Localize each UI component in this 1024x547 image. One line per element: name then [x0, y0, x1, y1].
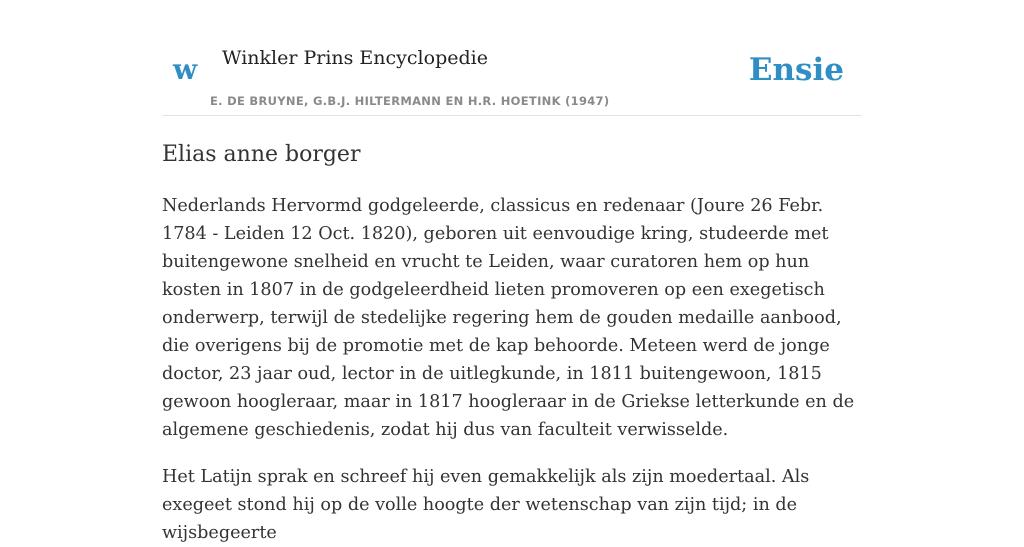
publication-logo[interactable]: w [173, 53, 198, 86]
publication-title-link[interactable]: Winkler Prins Encyclopedie [222, 47, 488, 69]
ensie-brand-logo[interactable]: Ensie [748, 52, 844, 88]
publication-header [162, 0, 862, 116]
publication-authors: E. DE BRUYNE, G.B.J. HILTERMANN EN H.R. HOETINK (1947) [210, 94, 610, 108]
page-container [162, 0, 862, 547]
article-title: Elias anne borger [162, 142, 361, 167]
article-paragraph: Nederlands Hervormd godgeleerde, classicus en redenaar (Joure 26 Febr. 1784 - Leiden 12 Oct. 1820), geboren uit eenvoudige kring, studeerde met buitengewone snelheid en vrucht te Leiden, waar curatoren hem op hun kosten in 1807 in de godgeleerdheid lieten promoveren op een exegetisch onderwerp, terwijl de stedelijke regering hem de gouden medaille aanbood, die overigens bij de promotie met de kap behoorde. Meteen werd de jonge doctor, 23 jaar oud, lector in de uitlegkunde, in 1811 buitengewoon, 1815 gewoon hoogleraar, maar in 1817 hoogleraar in de Griekse letterkunde en de algemene geschiedenis, zodat hij dus van faculteit verwisselde. [162, 196, 855, 440]
article-paragraph: Het Latijn sprak en schreef hij even gemakkelijk als zijn moedertaal. Als exegeet stond hij op de volle hoogte der wetenschap van zijn tijd; in de wijsbegeerte [162, 467, 810, 543]
article-body [162, 192, 862, 547]
